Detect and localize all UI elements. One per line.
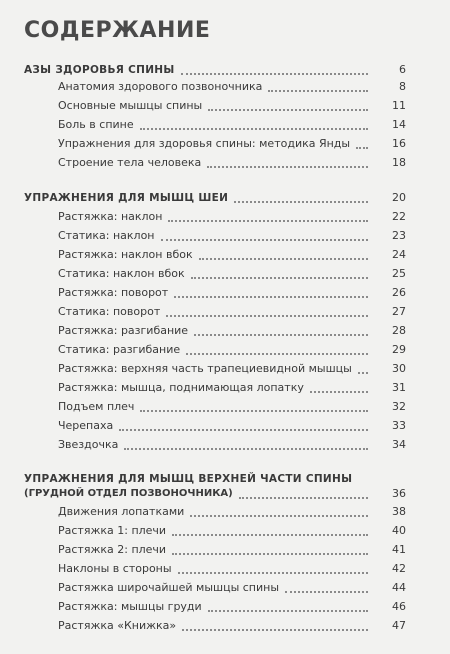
page-number: 8 <box>399 80 406 93</box>
toc-item[interactable] <box>0 153 450 173</box>
dot-leader <box>178 572 368 574</box>
toc-item[interactable] <box>0 397 450 417</box>
page-number: 46 <box>392 600 406 613</box>
toc-section-3-subtitle[interactable] <box>0 484 450 504</box>
toc-section-2[interactable] <box>0 188 450 208</box>
item-label: Растяжка широчайшей мышцы спины <box>58 581 280 594</box>
toc-item[interactable] <box>0 283 450 303</box>
section-title: АЗЫ ЗДОРОВЬЯ СПИНЫ <box>24 64 175 76</box>
toc-item[interactable] <box>0 226 450 246</box>
dot-leader <box>239 497 368 499</box>
page-number: 34 <box>392 438 406 451</box>
item-label: Растяжка: мышца, поднимающая лопатку <box>58 381 304 394</box>
item-label: Подъем плеч <box>58 400 135 413</box>
toc-item[interactable] <box>0 416 450 436</box>
item-label: Упражнения для здоровья спины: методика Янды <box>58 137 351 150</box>
toc-item[interactable] <box>0 115 450 135</box>
section-title: УПРАЖНЕНИЯ ДЛЯ МЫШЦ ШЕИ <box>24 192 229 204</box>
dot-leader <box>234 201 368 203</box>
page-number: 42 <box>392 562 406 575</box>
toc-item[interactable] <box>0 559 450 579</box>
page-number: 22 <box>392 210 406 223</box>
toc-item[interactable] <box>0 359 450 379</box>
page-number: 38 <box>392 505 406 518</box>
page-number: 31 <box>392 381 406 394</box>
item-label: Звездочка <box>58 438 119 451</box>
dot-leader <box>174 296 368 298</box>
page-number: 14 <box>392 118 406 131</box>
page-number: 29 <box>392 343 406 356</box>
item-label: Растяжка: верхняя часть трапециевидной мышцы <box>58 362 352 375</box>
page-number: 47 <box>392 619 406 632</box>
item-label: Растяжка 2: плечи <box>58 543 167 556</box>
item-label: Статика: разгибание <box>58 343 181 356</box>
page-number: 40 <box>392 524 406 537</box>
dot-leader <box>168 220 368 222</box>
dot-leader <box>140 128 368 130</box>
item-label: Растяжка: наклон <box>58 210 163 223</box>
item-label: Статика: поворот <box>58 305 161 318</box>
page-number: 28 <box>392 324 406 337</box>
item-label: Растяжка: наклон вбок <box>58 248 193 261</box>
page-number: 30 <box>392 362 406 375</box>
page-number: 27 <box>392 305 406 318</box>
dot-leader <box>172 534 368 536</box>
dot-leader <box>124 448 368 450</box>
toc-item[interactable] <box>0 378 450 398</box>
page-number: 23 <box>392 229 406 242</box>
toc-item[interactable] <box>0 340 450 360</box>
dot-leader <box>358 372 368 374</box>
toc-item[interactable] <box>0 207 450 227</box>
dot-leader <box>161 239 368 241</box>
item-label: Растяжка: разгибание <box>58 324 189 337</box>
item-label: Растяжка «Книжка» <box>58 619 177 632</box>
dot-leader <box>172 553 368 555</box>
item-label: Растяжка: мышцы груди <box>58 600 202 613</box>
page-number: 25 <box>392 267 406 280</box>
item-label: Статика: наклон <box>58 229 155 242</box>
section-title: УПРАЖНЕНИЯ ДЛЯ МЫШЦ ВЕРХНЕЙ ЧАСТИ СПИНЫ <box>24 473 353 485</box>
dot-leader <box>285 591 368 593</box>
toc-item[interactable] <box>0 616 450 636</box>
item-label: Растяжка: поворот <box>58 286 169 299</box>
page-number: 32 <box>392 400 406 413</box>
toc-item[interactable] <box>0 435 450 455</box>
dot-leader <box>166 315 368 317</box>
section-subtitle: (ГРУДНОЙ ОТДЕЛ ПОЗВОНОЧНИКА) <box>24 488 233 499</box>
page-number: 36 <box>392 487 406 500</box>
toc-item[interactable] <box>0 96 450 116</box>
toc-item[interactable] <box>0 321 450 341</box>
dot-leader <box>208 610 368 612</box>
dot-leader <box>119 429 368 431</box>
toc-item[interactable] <box>0 578 450 598</box>
page-number: 41 <box>392 543 406 556</box>
toc-item[interactable] <box>0 302 450 322</box>
page-number: 16 <box>392 137 406 150</box>
item-label: Движения лопатками <box>58 505 185 518</box>
dot-leader <box>208 109 368 111</box>
item-label: Анатомия здорового позвоночника <box>58 80 263 93</box>
page-number: 24 <box>392 248 406 261</box>
toc-item[interactable] <box>0 134 450 154</box>
page-number: 33 <box>392 419 406 432</box>
toc-item[interactable] <box>0 264 450 284</box>
page-number: 18 <box>392 156 406 169</box>
dot-leader <box>199 258 368 260</box>
toc-item[interactable] <box>0 77 450 97</box>
dot-leader <box>140 410 368 412</box>
page-number: 26 <box>392 286 406 299</box>
dot-leader <box>310 391 368 393</box>
item-label: Боль в спине <box>58 118 134 131</box>
page-title: СОДЕРЖАНИЕ <box>24 18 211 43</box>
page-number: 20 <box>392 191 406 204</box>
dot-leader <box>191 277 368 279</box>
item-label: Строение тела человека <box>58 156 202 169</box>
dot-leader <box>356 147 368 149</box>
dot-leader <box>182 629 368 631</box>
toc-item[interactable] <box>0 540 450 560</box>
item-label: Статика: наклон вбок <box>58 267 185 280</box>
page-number: 11 <box>392 99 406 112</box>
dot-leader <box>190 515 368 517</box>
toc-item[interactable] <box>0 245 450 265</box>
page-number: 44 <box>392 581 406 594</box>
dot-leader <box>207 166 368 168</box>
dot-leader <box>181 73 368 75</box>
dot-leader <box>186 353 368 355</box>
dot-leader <box>194 334 368 336</box>
toc-item[interactable] <box>0 597 450 617</box>
toc-item[interactable] <box>0 502 450 522</box>
item-label: Черепаха <box>58 419 114 432</box>
item-label: Наклоны в стороны <box>58 562 172 575</box>
page-number: 6 <box>399 63 406 76</box>
dot-leader <box>268 90 368 92</box>
toc-item[interactable] <box>0 521 450 541</box>
item-label: Растяжка 1: плечи <box>58 524 167 537</box>
item-label: Основные мышцы спины <box>58 99 203 112</box>
